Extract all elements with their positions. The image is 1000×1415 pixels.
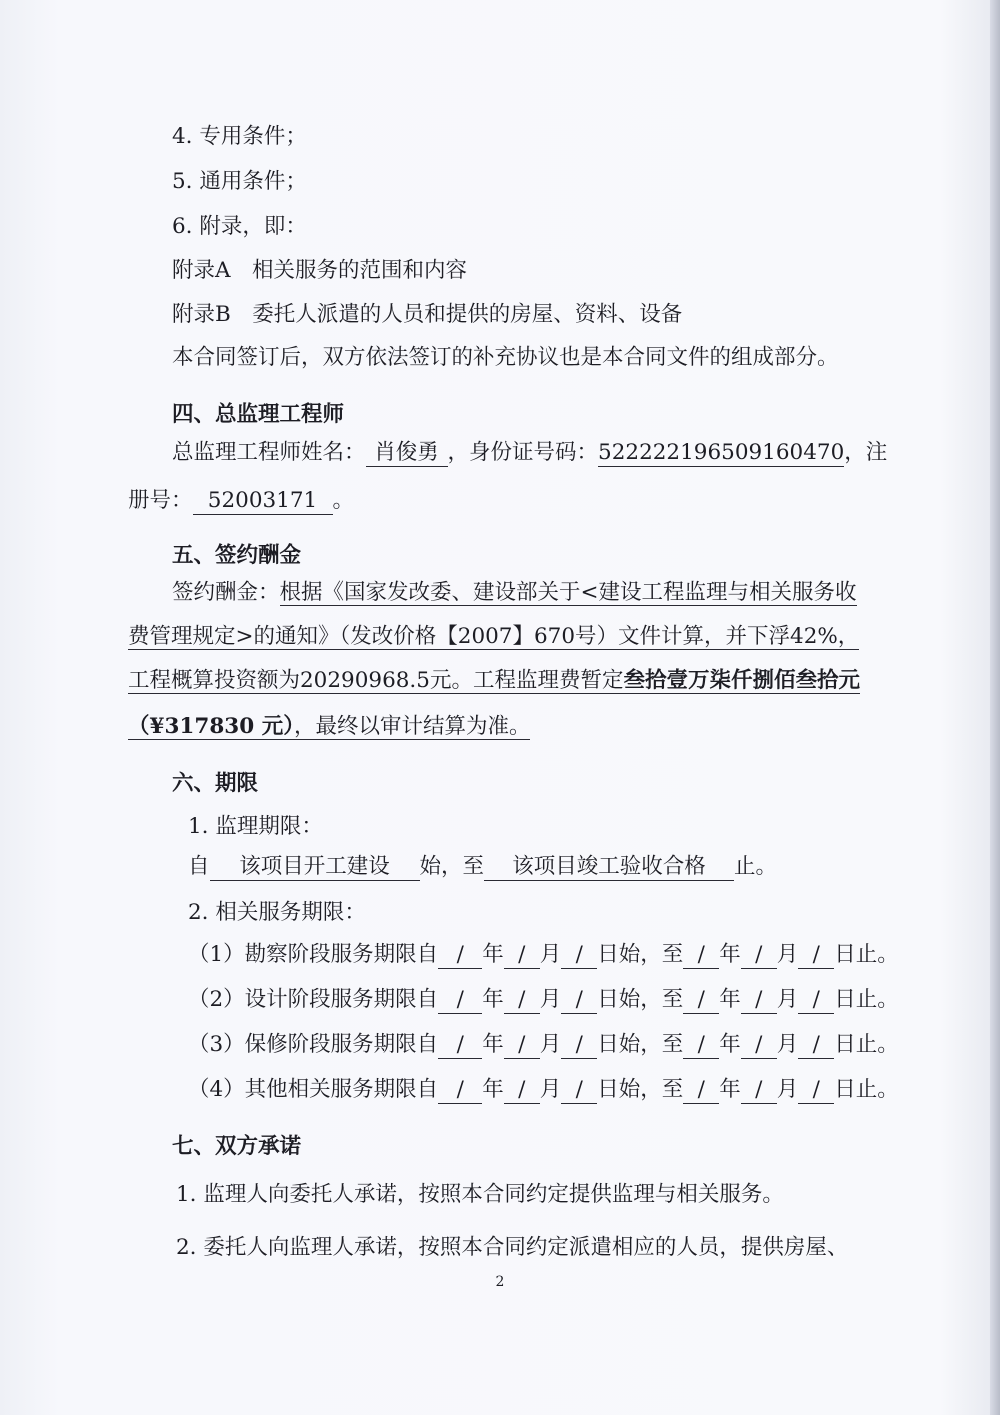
reg-label-start: ，注 <box>844 440 888 465</box>
period-row-4 <box>188 1075 899 1105</box>
chief-engineer-line <box>172 438 887 468</box>
fee-line-4 <box>128 712 530 742</box>
section-7-heading: 七、双方承诺 <box>172 1134 302 1159</box>
year-label: 年 <box>719 1077 741 1102</box>
id-value: 522222196509160470 <box>598 440 845 465</box>
day-to-label: 日止。 <box>834 987 899 1012</box>
chief-name-label: 总监理工程师姓名： <box>172 440 366 465</box>
blank-slash: / <box>438 1032 482 1059</box>
blank-slash: / <box>561 1032 597 1059</box>
blank-slash: / <box>504 1032 540 1059</box>
period-row-2 <box>188 985 899 1015</box>
period-row-label: （1）勘察阶段服务期限自 <box>188 942 439 967</box>
blank-slash: / <box>504 942 540 969</box>
period-row-1 <box>188 940 899 970</box>
to-label: 始，至 <box>419 854 485 879</box>
blank-slash: / <box>683 1032 719 1059</box>
registration-line <box>128 486 354 516</box>
fee-amount-words: 叁拾壹万柒仟捌佰叁拾元 <box>623 668 860 693</box>
supplement-note: 本合同签订后，双方依法签订的补充协议也是本合同文件的组成部分。 <box>172 345 839 370</box>
year-label: 年 <box>719 1032 741 1057</box>
day-from-label: 日始，至 <box>597 1032 684 1057</box>
fee-label: 签约酬金： <box>172 580 280 605</box>
blank-slash: / <box>741 942 777 969</box>
day-from-label: 日始，至 <box>597 942 684 967</box>
month-label: 月 <box>776 1077 799 1102</box>
period-row-label: （3）保修阶段服务期限自 <box>188 1032 439 1057</box>
from-label: 自 <box>188 854 210 879</box>
blank-slash: / <box>683 1077 719 1104</box>
month-label: 月 <box>776 1032 799 1057</box>
blank-slash: / <box>438 1077 482 1104</box>
blank-slash: / <box>798 1077 834 1104</box>
promise-2: 2. 委托人向监理人承诺，按照本合同约定派遣相应的人员，提供房屋、 <box>176 1235 849 1260</box>
period-row-label: （4）其他相关服务期限自 <box>188 1077 439 1102</box>
section-5-heading: 五、签约酬金 <box>172 543 302 568</box>
month-label: 月 <box>776 942 799 967</box>
year-label: 年 <box>482 1077 504 1102</box>
page-number: 2 <box>495 1274 505 1290</box>
reg-end-mark: 。 <box>332 488 355 513</box>
reg-value: 52003171 <box>193 488 333 515</box>
blank-slash: / <box>798 942 834 969</box>
page-edge <box>990 0 1000 1415</box>
year-label: 年 <box>482 987 504 1012</box>
day-to-label: 日止。 <box>834 1077 899 1102</box>
blank-slash: / <box>741 1077 777 1104</box>
blank-slash: / <box>741 987 777 1014</box>
year-label: 年 <box>719 987 741 1012</box>
blank-slash: / <box>741 1032 777 1059</box>
month-label: 月 <box>539 987 562 1012</box>
fee-line-3 <box>128 666 860 696</box>
blank-slash: / <box>504 1077 540 1104</box>
promise-1: 1. 监理人向委托人承诺，按照本合同约定提供监理与相关服务。 <box>176 1182 784 1207</box>
fee-text-3: 工程概算投资额为20290968.5元。工程监理费暂定 <box>128 668 624 693</box>
month-label: 月 <box>776 987 799 1012</box>
blank-slash: / <box>798 987 834 1014</box>
day-from-label: 日始，至 <box>597 987 684 1012</box>
fee-text-4: ，最终以审计结算为准。 <box>293 714 531 739</box>
blank-slash: / <box>438 987 482 1014</box>
blank-slash: / <box>561 942 597 969</box>
blank-slash: / <box>683 942 719 969</box>
fee-amount-number: （¥317830 元） <box>128 714 294 739</box>
stop-label: 止。 <box>734 854 778 879</box>
id-label: ，身份证号码： <box>447 440 599 465</box>
blank-slash: / <box>561 987 597 1014</box>
reg-label-end: 册号： <box>128 488 193 513</box>
related-period-label: 2. 相关服务期限： <box>188 900 366 925</box>
blank-slash: / <box>683 987 719 1014</box>
year-label: 年 <box>719 942 741 967</box>
year-label: 年 <box>482 942 504 967</box>
year-label: 年 <box>482 1032 504 1057</box>
period-row-3 <box>188 1030 899 1060</box>
fee-line-2 <box>128 622 859 652</box>
start-condition: 该项目开工建设 <box>210 854 420 881</box>
chief-name-value: 肖俊勇 <box>366 440 448 467</box>
day-to-label: 日止。 <box>834 942 899 967</box>
supervision-period-line <box>188 852 777 882</box>
doc-item-4: 4. 专用条件； <box>172 124 307 149</box>
appendix-a: 附录A 相关服务的范围和内容 <box>172 258 468 283</box>
blank-slash: / <box>561 1077 597 1104</box>
month-label: 月 <box>539 942 562 967</box>
appendix-b: 附录B 委托人派遣的人员和提供的房屋、资料、设备 <box>172 302 683 327</box>
blank-slash: / <box>504 987 540 1014</box>
doc-item-6: 6. 附录，即： <box>172 214 307 239</box>
section-6-heading: 六、期限 <box>172 771 259 796</box>
blank-slash: / <box>438 942 482 969</box>
month-label: 月 <box>539 1077 562 1102</box>
day-from-label: 日始，至 <box>597 1077 684 1102</box>
period-row-label: （2）设计阶段服务期限自 <box>188 987 439 1012</box>
blank-slash: / <box>798 1032 834 1059</box>
supervision-period-label: 1. 监理期限： <box>188 814 323 839</box>
month-label: 月 <box>539 1032 562 1057</box>
doc-item-5: 5. 通用条件； <box>172 169 307 194</box>
end-condition: 该项目竣工验收合格 <box>484 854 734 881</box>
fee-line-1 <box>172 578 857 608</box>
fee-text-2: 费管理规定>的通知》（发改价格【2007】670号）文件计算，并下浮42%， <box>128 624 860 649</box>
section-4-heading: 四、总监理工程师 <box>172 402 345 427</box>
day-to-label: 日止。 <box>834 1032 899 1057</box>
fee-text-1: 根据《国家发改委、建设部关于<建设工程监理与相关服务收 <box>279 580 857 605</box>
